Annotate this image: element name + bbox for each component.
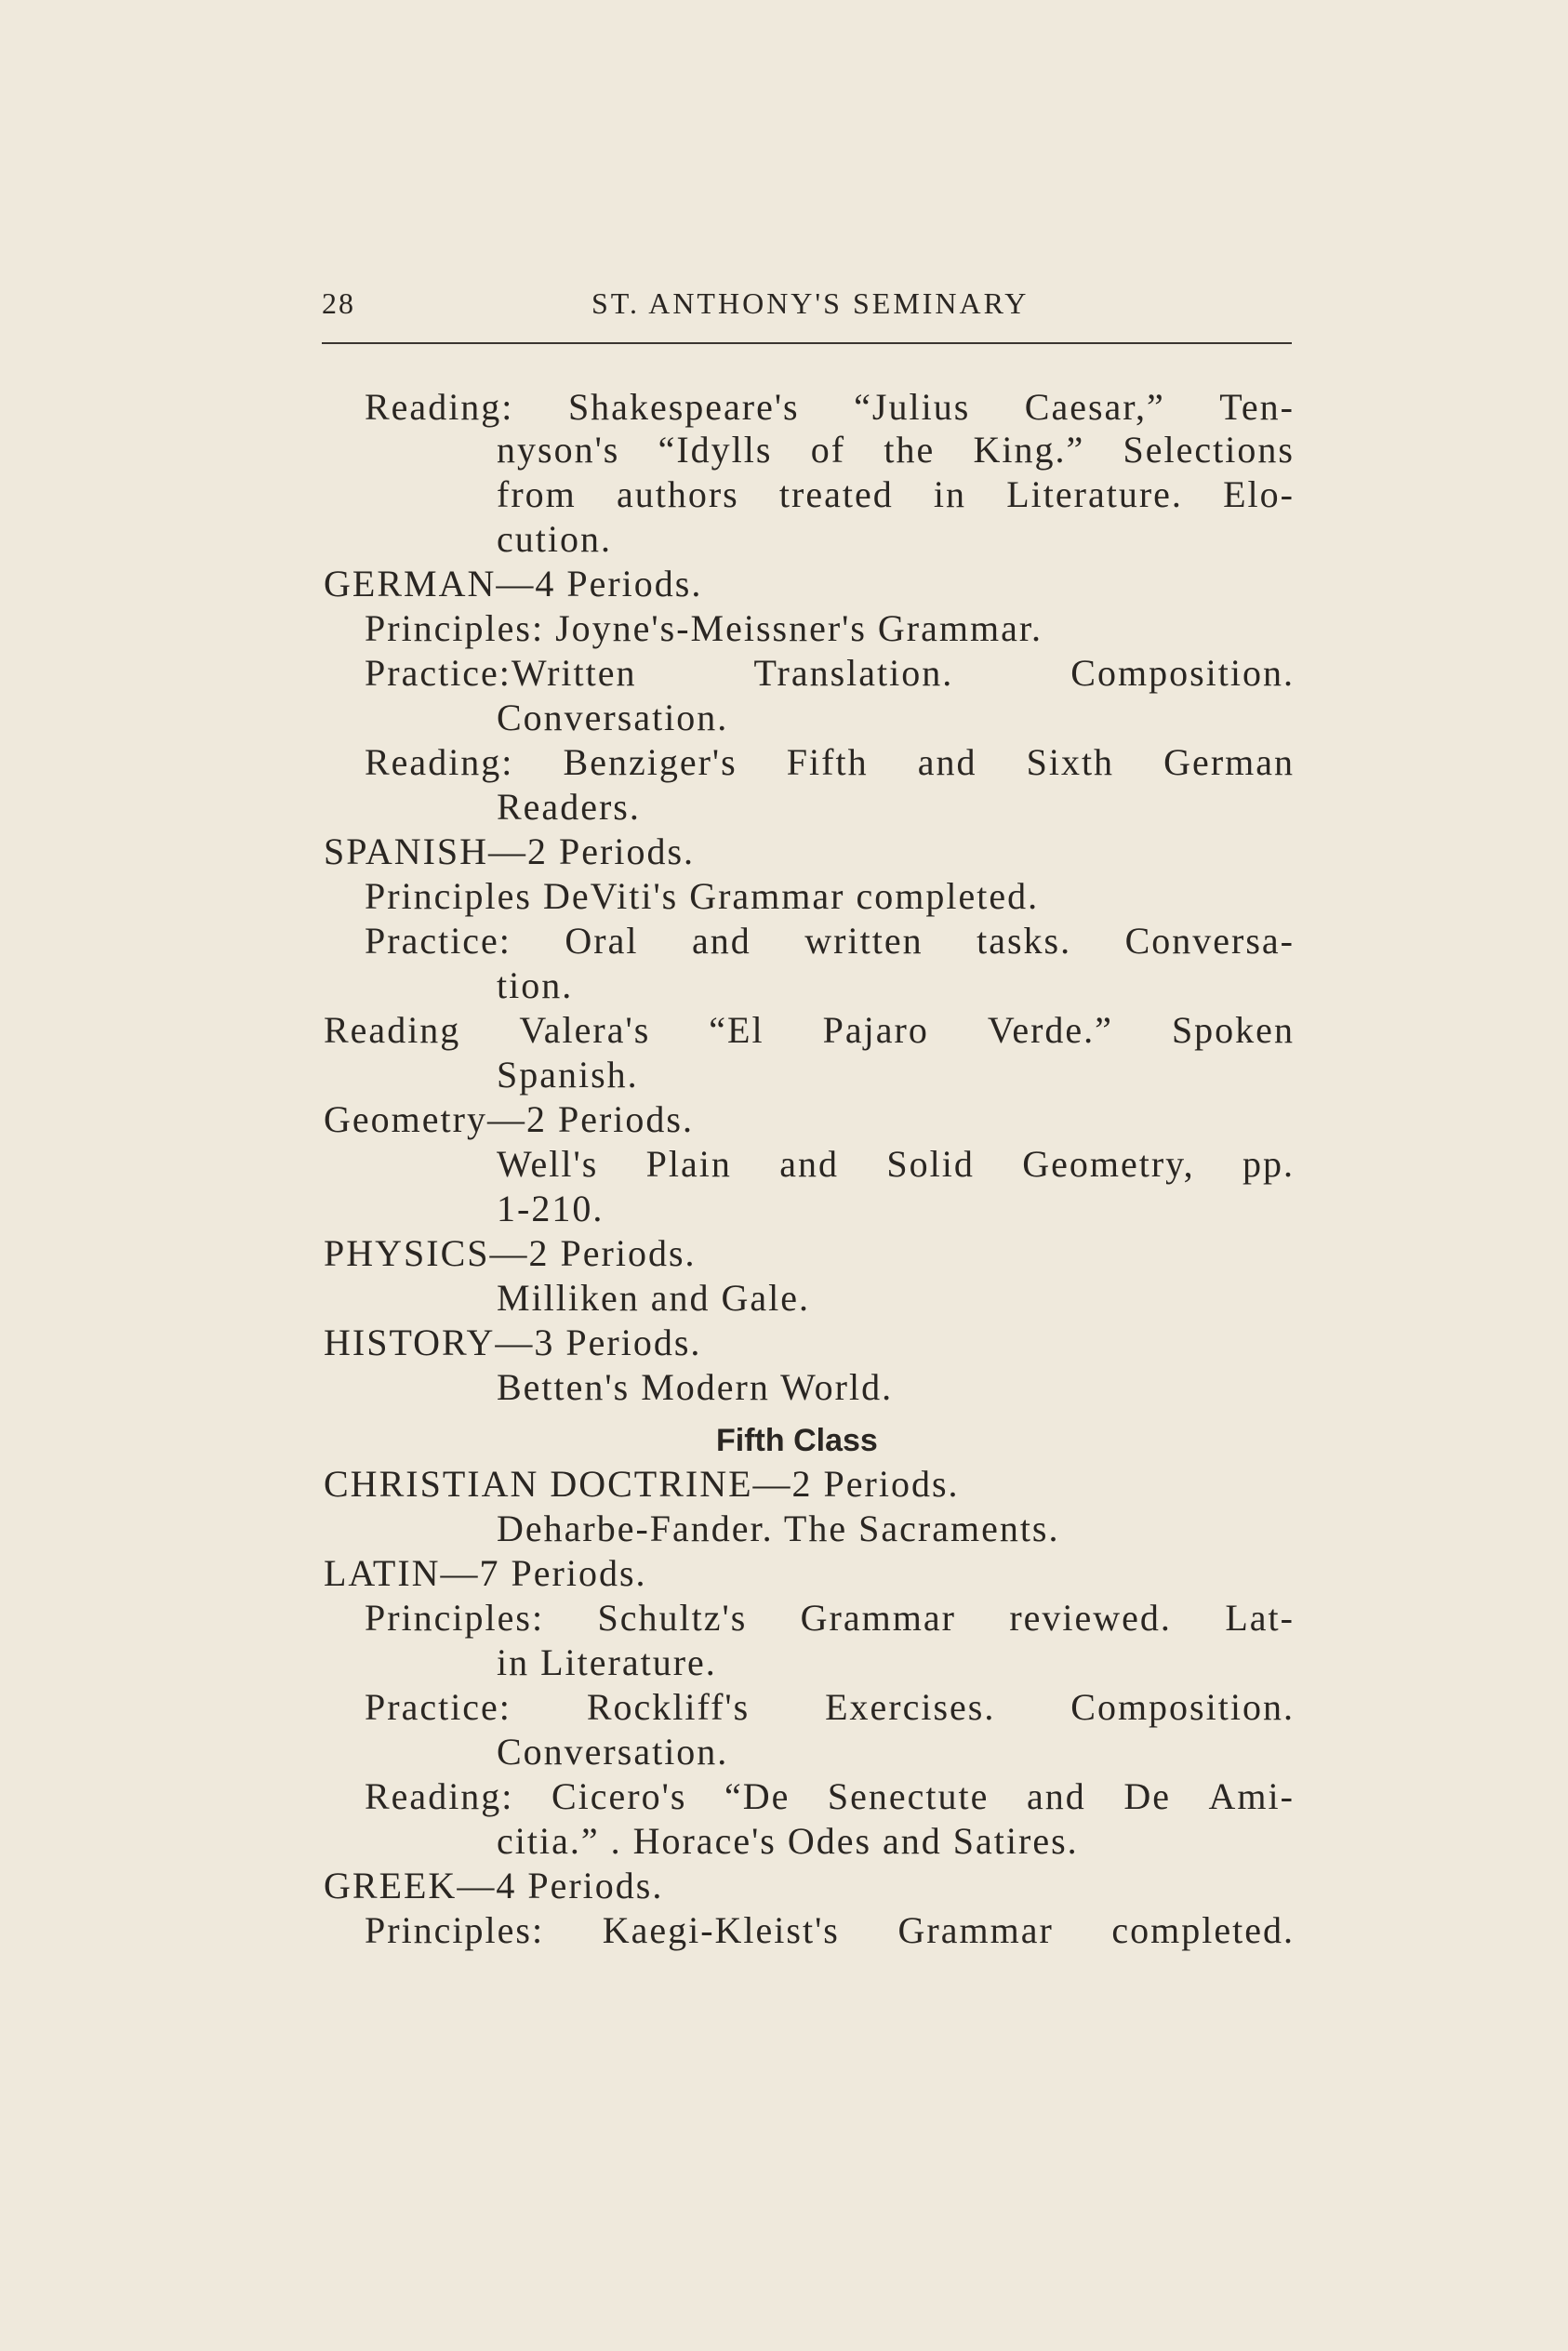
word: “El <box>709 1009 764 1051</box>
text-line: Spanish. <box>497 1054 639 1096</box>
text-line: tion. <box>497 964 574 1006</box>
text-line <box>365 385 1295 430</box>
word: German <box>1163 741 1295 783</box>
word: “De <box>724 1775 791 1817</box>
word: Lat- <box>1225 1597 1295 1639</box>
word: Sixth <box>1026 741 1115 783</box>
word: Elo- <box>1223 473 1295 515</box>
text-line <box>497 428 1295 472</box>
text-line: Conversation. <box>497 697 729 738</box>
word: Fifth <box>786 741 869 783</box>
word: authors <box>616 473 739 515</box>
word: Senectute <box>827 1775 990 1817</box>
text-line: SPANISH—2 Periods. <box>324 830 696 872</box>
word: written <box>804 920 924 962</box>
word: Translation. <box>753 652 954 694</box>
word: Ami- <box>1208 1775 1295 1817</box>
page-header <box>322 286 1292 324</box>
text-line: Conversation. <box>497 1731 729 1773</box>
text-line: cution. <box>497 518 612 560</box>
text-line: citia.” . Horace's Odes and Satires. <box>497 1820 1079 1862</box>
header-rule <box>322 342 1292 344</box>
word: Plain <box>645 1143 732 1185</box>
word: Valera's <box>519 1009 651 1051</box>
text-line: Geometry—2 Periods. <box>324 1098 694 1140</box>
word: Composition. <box>1070 652 1295 694</box>
word: Geometry, <box>1022 1143 1195 1185</box>
word: in <box>933 473 967 515</box>
word: pp. <box>1242 1143 1295 1185</box>
word: Conversa- <box>1124 920 1295 962</box>
text-line <box>365 1774 1295 1819</box>
text-line <box>365 1596 1295 1640</box>
text-line <box>497 472 1295 517</box>
word: Shakespeare's <box>567 386 800 428</box>
word: “Julius <box>854 386 971 428</box>
text-line: Readers. <box>497 786 641 828</box>
word: the <box>884 429 936 471</box>
word: reviewed. <box>1009 1597 1172 1639</box>
text-line <box>365 919 1295 963</box>
word: Kaegi-Kleist's <box>602 1909 840 1951</box>
word: tasks. <box>977 920 1072 962</box>
word: Literature. <box>1006 473 1183 515</box>
word: Reading: <box>365 1775 514 1817</box>
text-line: Principles DeViti's Grammar completed. <box>365 875 1040 917</box>
text-line <box>324 1008 1295 1053</box>
word: Oral <box>565 920 639 962</box>
text-line: Betten's Modern World. <box>497 1366 894 1408</box>
text-line: LATIN—7 Periods. <box>324 1552 647 1594</box>
word: Reading: <box>365 386 514 428</box>
text-line: GERMAN—4 Periods. <box>324 563 703 604</box>
page-number: 28 <box>322 286 355 320</box>
text-line: 1-210. <box>497 1188 605 1229</box>
word: Rockliff's <box>586 1686 751 1728</box>
word: De <box>1123 1775 1171 1817</box>
word: Principles: <box>365 1909 545 1951</box>
word: Pajaro <box>822 1009 929 1051</box>
text-line: in Literature. <box>497 1641 717 1683</box>
word: Well's <box>497 1143 599 1185</box>
text-line: Deharbe-Fander. The Sacraments. <box>497 1508 1060 1549</box>
text-line <box>365 1908 1295 1953</box>
word: King.” <box>973 429 1085 471</box>
word: Exercises. <box>825 1686 996 1728</box>
word: treated <box>778 473 894 515</box>
text-line: Milliken and Gale. <box>497 1277 811 1319</box>
word: Spoken <box>1171 1009 1295 1051</box>
word: Reading <box>324 1009 461 1051</box>
word: Benziger's <box>563 741 737 783</box>
text-line: GREEK—4 Periods. <box>324 1865 664 1906</box>
word: nyson's <box>497 429 620 471</box>
text-line <box>497 1142 1295 1187</box>
word: Principles: <box>365 1597 545 1639</box>
text-line: HISTORY—3 Periods. <box>324 1322 702 1363</box>
word: Composition. <box>1070 1686 1295 1728</box>
word: Schultz's <box>597 1597 748 1639</box>
text-line <box>365 1685 1295 1730</box>
text-line <box>365 651 1295 696</box>
word: Caesar,” <box>1024 386 1165 428</box>
word: Cicero's <box>551 1775 687 1817</box>
word: of <box>810 429 846 471</box>
word: Reading: <box>365 741 514 783</box>
text-line: PHYSICS—2 Periods. <box>324 1232 697 1274</box>
word: and <box>1026 1775 1086 1817</box>
word: Ten- <box>1219 386 1295 428</box>
word: Solid <box>886 1143 975 1185</box>
word: Verde.” <box>987 1009 1113 1051</box>
word: and <box>917 741 977 783</box>
word: and <box>779 1143 840 1185</box>
word: Grammar <box>800 1597 956 1639</box>
word: and <box>692 920 751 962</box>
word: “Idylls <box>658 429 773 471</box>
running-title: ST. ANTHONY'S SEMINARY <box>591 286 1030 320</box>
word: Practice: <box>365 1686 512 1728</box>
word: completed. <box>1111 1909 1295 1951</box>
word: Grammar <box>897 1909 1054 1951</box>
section-heading: Fifth Class <box>716 1423 878 1458</box>
word: from <box>497 473 577 515</box>
text-line: Principles: Joyne's-Meissner's Grammar. <box>365 607 1043 649</box>
word: Practice: <box>365 920 512 962</box>
text-line: CHRISTIAN DOCTRINE—2 Periods. <box>324 1463 960 1505</box>
word: Practice:Written <box>365 652 637 694</box>
word: Selections <box>1123 429 1295 471</box>
text-line <box>365 740 1295 785</box>
